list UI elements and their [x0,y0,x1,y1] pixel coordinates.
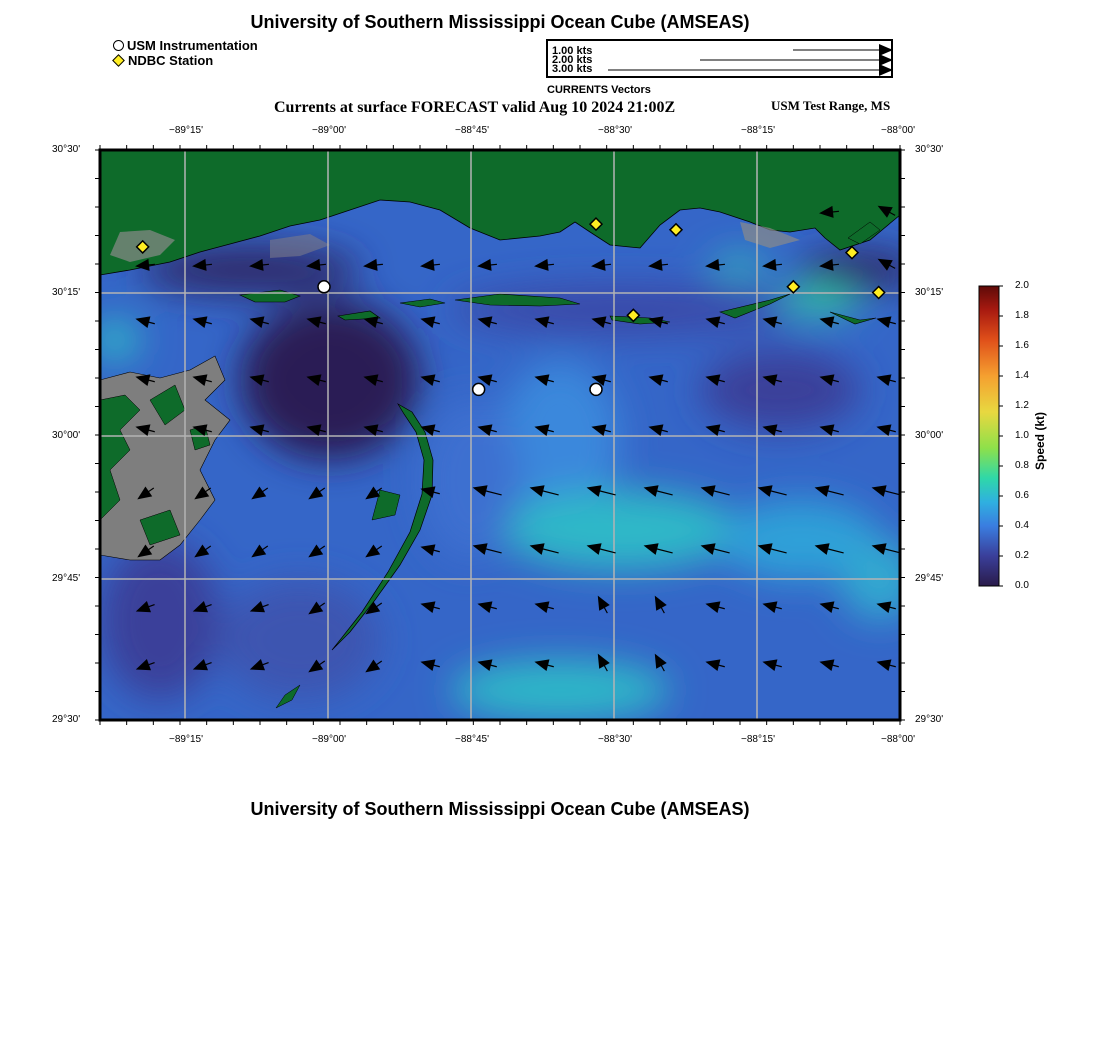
lat-label-left-2: 30°15' [52,287,81,298]
colorbar-tick-4: 1.4 [1015,370,1029,381]
usm-instrument-marker [318,281,330,293]
bottom-title: University of Southern Mississippi Ocean Cube (AMSEAS) [250,799,750,819]
lon-label-bottom-4: −88°30' [598,734,632,745]
lat-label-right-5: 29°30' [915,714,944,725]
colorbar-tick-7: 0.8 [1015,460,1029,471]
legend-usm-label: USM Instrumentation [127,38,258,53]
lon-label-top-5: −88°15' [741,125,775,136]
lon-label-top-6: −88°00' [881,125,915,136]
colorbar-tick-3: 1.6 [1015,340,1029,351]
vector-scale-caption: CURRENTS Vectors [547,84,651,96]
colorbar-tick-1: 2.0 [1015,280,1029,291]
colorbar-tick-11: 0.0 [1015,580,1029,591]
colorbar-tick-9: 0.4 [1015,520,1029,531]
range-label: USM Test Range, MS [771,98,891,113]
colorbar-title: Speed (kt) [1033,411,1047,470]
legend-ndbc-label: NDBC Station [128,53,214,68]
page-title: University of Southern Mississippi Ocean Cube (AMSEAS) [250,12,750,32]
lon-label-bottom-1: −89°15' [169,734,203,745]
lat-label-right-1: 30°30' [915,144,944,155]
lon-label-bottom-3: −88°45' [455,734,489,745]
lon-label-top-2: −89°00' [312,125,346,136]
speed-field [90,150,920,720]
lon-label-bottom-2: −89°00' [312,734,346,745]
vector-scale-row-1: 1.00 kts [552,45,593,57]
colorbar-tick-5: 1.2 [1015,400,1029,411]
usm-instrument-marker [473,383,485,395]
usm-instrument-marker [590,383,602,395]
lat-label-left-3: 30°00' [52,430,81,441]
lon-label-bottom-5: −88°15' [741,734,775,745]
lat-label-left-4: 29°45' [52,573,81,584]
lat-label-right-4: 29°45' [915,573,944,584]
vector-scale-row-2: 2.00 kts [552,54,593,66]
colorbar-tick-6: 1.0 [1015,430,1029,441]
map-subtitle: Currents at surface FORECAST valid Aug 10 2024 21:00Z [274,99,676,116]
lat-label-right-3: 30°00' [915,430,944,441]
colorbar-tick-8: 0.6 [1015,490,1029,501]
lon-label-top-1: −89°15' [169,125,203,136]
lon-label-bottom-6: −88°00' [881,734,915,745]
vector-scale-row-3: 3.00 kts [552,63,593,75]
lon-label-top-4: −88°30' [598,125,632,136]
lat-label-right-2: 30°15' [915,287,944,298]
colorbar-tick-2: 1.8 [1015,310,1029,321]
lat-label-left-5: 29°30' [52,714,81,725]
speed-colorbar [975,280,1005,590]
lat-label-left-1: 30°30' [52,144,81,155]
lon-label-top-3: −88°45' [455,125,489,136]
colorbar-tick-10: 0.2 [1015,550,1029,561]
